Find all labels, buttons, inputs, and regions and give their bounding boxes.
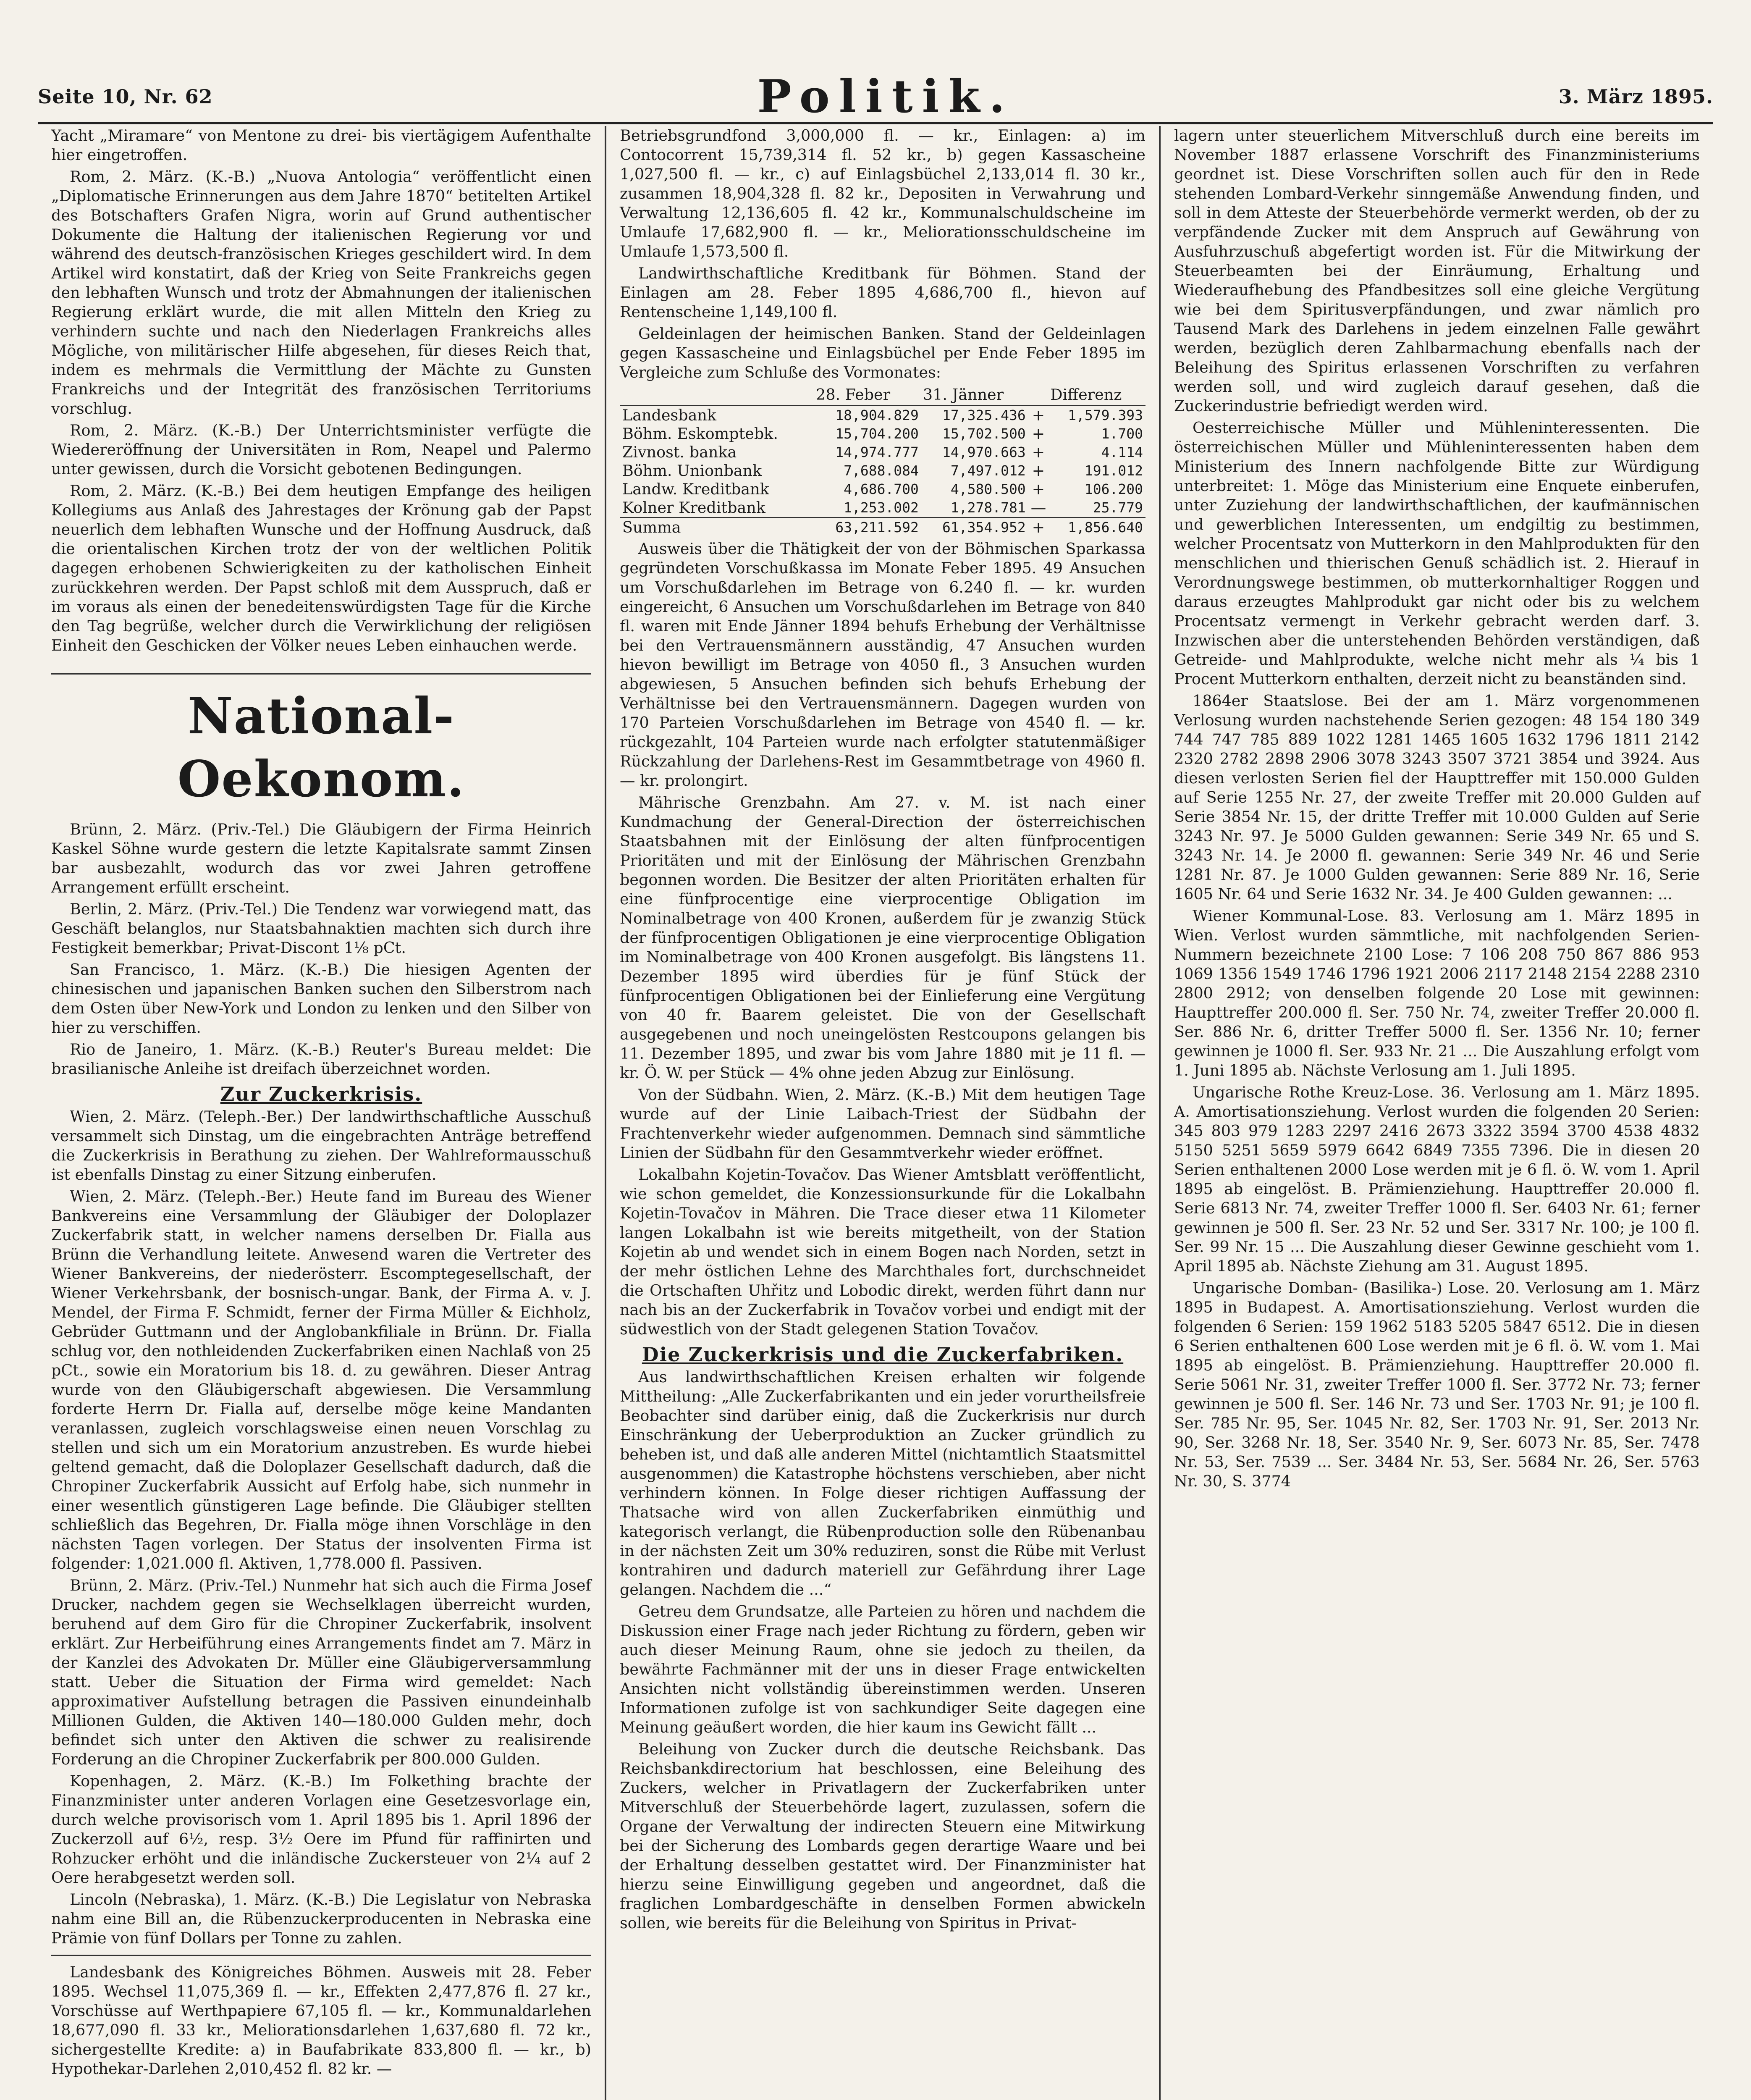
article-san-francisco: San Francisco, 1. März. (K.-B.) Die hiesigen Agenten der chinesischen und japanischen Banken suchen den Silberstrom nach dem Osten über New-York und London zu lenken und den Silber von hier zu verschiffen. <box>51 961 591 1037</box>
article-geldeinlagen: Geldeinlagen der heimischen Banken. Stand der Geldeinlagen gegen Kassascheine und Einlagsbüchel per Ende Feber 1895 im Vergleiche zum Schluße des Vormonates: <box>620 325 1145 381</box>
table-row <box>620 499 1145 518</box>
table-header <box>1028 385 1049 406</box>
value-jan: 14,970.663 <box>942 444 1026 460</box>
bank-deposits-table <box>620 385 1145 537</box>
subhead-zuckerkrisis: Zur Zuckerkrisis. <box>220 1083 422 1105</box>
table-header: 31. Jänner <box>921 385 1028 406</box>
diff-value: 106.200 <box>1084 481 1143 497</box>
diff-sign: + <box>1032 480 1045 498</box>
article-vorschusskassa: Ausweis über die Thätigkeit der von der Böhmischen Sparkassa gegründeten Vorschußkassa im Monate Feber 1895. 49 Ansuchen um Vorschußdarlehen im Betrage von 6.240 fl. — kr. wurden eingereicht, 6 Ansuchen um Vorschußdarlehen im Betrage von 840 fl. waren mit Ende Jänner 1894 behufs Erhebung der Verhältnisse bei den Vertrauensmännern ausständig, 47 Ansuchen wurden hievon bewilligt im Betrage von 4050 fl., 3 Ansuchen wurden abgewiesen, 5 Ansuchen befinden sich behufs Erhebung der Verhältnisse bei den Vertrauensmännern. Dagegen wurden von 170 Parteien Vorschußdarlehen im Betrage von 4540 fl. — kr. rückgezahlt, 104 Parteien wurde nach erfolgter statutenmäßiger Rückzahlung der Darlehens-Rest im Gesammtbetrage von 4960 fl. — kr. prolongirt. <box>620 540 1145 790</box>
value-feb: 4,686.700 <box>844 481 919 497</box>
article-reichsbank-cont: lagern unter steuerlichem Mitverschluß durch eine bereits im November 1887 erlassene Vorschrift des Finanzministeriums geordnet ist. Diese Vorschriften sollen auch für den in Rede stehenden Lombard-Verkehr sinngemäße Anwendung finden, und soll in dem Atteste der Steuerbehörde vermerkt werden, ob der zu verpfändende Zucker mit dem Anspruch auf Gewährung von Ausfuhrzuschuß abgefertigt worden ist. Für die Mitwirkung der Steuerbeamten bei der Einräumung, Erhaltung und Wiederaufhebung des Pfandbesitzes soll eine gleiche Vergütung wie bei dem Spiritusverpfändungen, und zwar nämlich pro Tausend Mark des Darlehens in jedem einzelnen Falle gewährt werden, bezüglich deren Zahlbarmachung ebenfalls nach der Beleihung des Spiritus erlassenen Vorschriften zu verfahren werden soll, und wird zugleich darauf gesehen, daß die Zuckerindustrie befriedigt werden wird. <box>1174 126 1700 415</box>
diff-sign: + <box>1032 462 1045 480</box>
article-landw-kreditbank: Landwirthschaftliche Kreditbank für Böhmen. Stand der Einlagen am 28. Feber 1895 4,686,700 fl., hievon auf Rentenscheine 1,149,100 fl. <box>620 264 1145 321</box>
article-kommunal-lose: Wiener Kommunal-Lose. 83. Verlosung am 1. März 1895 in Wien. Verlost wurden sämmtliche, mit nachfolgenden Serien-Nummern bezeichnete 2100 Lose: 7 106 208 750 867 886 953 1069 1356 1549 1746 1796 1921 2006 2117 2148 2154 2288 2310 2800 2912; von denselben folgende 20 Lose mit gewinnen: Haupttreffer 200.000 fl. Ser. 750 Nr. 74, zweiter Treffer 20.000 fl. Ser. 886 Nr. 6, dritter Treffer 5000 fl. Ser. 1356 Nr. 10; ferner gewinnen je 1000 fl. Ser. 933 Nr. 21 ... Die Auszahlung erfolgt vom 1. Juni 1895 ab. Nächste Verlosung am 1. Juli 1895. <box>1174 907 1700 1079</box>
value-jan: 4,580.500 <box>950 481 1026 497</box>
article-reichsbank: Beleihung von Zucker durch die deutsche Reichsbank. Das Reichsbankdirectorium hat beschlossen, eine Beleihung des Zuckers, welcher in Privatlagern der Zuckerfabriken unter Mitverschluß der Steuerbehörde lagert, zuzulassen, sofern die Organe der Verwaltung der indirecten Steuern eine Mitwirkung bei der Sicherung des Lombards gegen derartige Waare und bei der Erhaltung desselben gestattet wird. Der Finanzminister hat hierzu seine Einwilligung gegeben und angeordnet, daß die fraglichen Lombardgeschäfte in denselben Formen abwickeln sollen, wie bereits für die Beleihung von Spiritus in Privat- <box>620 1740 1145 1932</box>
article-zuckerkrisis-mittheilung: Aus landwirthschaftlichen Kreisen erhalten wir folgende Mittheilung: „Alle Zuckerfabrikanten und ein jeder vorurtheilsfreie Beobachter sind darüber einig, daß die Zuckerkrisis nur durch Einschränkung der Ueberproduktion an Zucker gründlich zu beheben ist, und daß alle anderen Mittel (nichtamtlich Staatsmittel ausgenommen) die Katastrophe höchstens verschieben, aber nicht verhindern können. In Folge dieser richtigen Auffassung der Thatsache wird von allen Zuckerfabriken einmüthig und kategorisch verlangt, die Rübenproduction solle den Rübenanbau in der nächsten Zeit um 30% reduziren, sonst die Rübe mit Verlust kontrahiren und dadurch materiell zur Gefährdung ihrer Lage gelangen. Nachdem die ...“ <box>620 1368 1145 1599</box>
table-row <box>620 406 1145 425</box>
issue-date: 3. März 1895. <box>1558 85 1713 108</box>
sum-diff: 1,856.640 <box>1049 518 1145 537</box>
bank-name: Böhm. Unionbank <box>622 462 762 480</box>
article-rio: Rio de Janeiro, 1. März. (K.-B.) Reuter's Bureau meldet: Die brasilianische Anleihe ist dreifach überzeichnet worden. <box>51 1040 591 1078</box>
article-mueller: Oesterreichische Müller und Mühleninteressenten. Die österreichischen Müller und Mühleninteressenten haben dem Ministerium des Innern nachfolgende Bitte zur Würdigung unterbreitet: 1. Möge das Ministerium eine Enquete einberufen, unter Zuziehung der landwirthschaftlichen, der kaufmännischen und gewerblichen Interessenten, um endgiltig zu bestimmen, welcher Procentsatz von Mutterkorn in den Mahlprodukten für den menschlichen und thierischen Genuß schädlich ist. 2. Hierauf in Verordnungswege bestimmen, ob mutterkornhaltiger Roggen und daraus erzeugtes Mahlprodukt gar nicht oder bis zu welchem Procentsatz vermengt in Verkehr gebracht werden darf. 3. Inzwischen aber die unterstehenden Behörden verständigen, daß Getreide- und Mahlprodukte, welche nicht mehr als ¼ bis 1 Procent Mutterkorn enthalten, derzeit nicht zu beanständen sind. <box>1174 419 1700 688</box>
article-staatslose: 1864er Staatslose. Bei der am 1. März vorgenommenen Verlosung wurden nachstehende Serien gezogen: 48 154 180 349 744 747 785 889 1022 1281 1465 1605 1632 1796 1811 2142 2320 2782 2898 2906 3078 3243 3507 3721 3854 und 3924. Aus diesen verlosten Serien fiel der Haupttreffer mit 150.000 Gulden auf Serie 1255 Nr. 27, der zweite Treffer mit 20.000 Gulden auf Serie 3854 Nr. 15, der dritte Treffer mit 10.000 Gulden auf Serie 3243 Nr. 97. Je 5000 Gulden gewannen: Serie 349 Nr. 65 und S. 3243 Nr. 14. Je 2000 fl. gewannen: Serie 349 Nr. 46 und Serie 1281 Nr. 87. Je 1000 Gulden gewannen: Serie 889 Nr. 16, Serie 1605 Nr. 64 und Serie 1632 Nr. 34. Je 400 Gulden gewannen: ... <box>1174 692 1700 903</box>
bank-name: Kolner Kreditbank <box>622 499 765 517</box>
diff-sign: + <box>1032 425 1045 443</box>
article-rom-papst: Rom, 2. März. (K.-B.) Bei dem heutigen Empfange des heiligen Kollegiums aus Anlaß des Jahrestages der Krönung gab der Papst neuerlich dem lebhaften Wunsche und der Hoffnung Ausdruck, daß die orientalischen Kirchen trotz der von der weltlichen Politik dagegen erhobenen Schwierigkeiten zu der katholischen Einheit zurückkehren werden. Der Papst schloß mit dem Ausspruch, daß er im voraus als einen der benedeitenswürdigsten Tage für die Kirche den Tag begrüße, welcher durch die Verwirklichung der religiösen Einheit den Geschicken der Völker neues Leben einhauchen werde. <box>51 482 591 654</box>
article-bruenn-drucker: Brünn, 2. März. (Priv.-Tel.) Nunmehr hat sich auch die Firma Josef Drucker, nachdem gegen sie Wechselklagen überreicht wurden, beruhend auf dem Giro für die Chropiner Zuckerfabrik, insolvent erklärt. Zur Herbeiführung eines Arrangements findet am 7. März in der Kanzlei des Advokaten Dr. Müller eine Gläubigerversammlung statt. Ueber die Situation der Firma wird gemeldet: Nach approximativer Aufstellung betragen die Passiven einundeinhalb Millionen Gulden, die Aktiven 140—180.000 Gulden mehr, doch befindet sich unter den Aktiven die schwer zu realisirende Forderung an die Chropiner Zuckerfabrik per 800.000 Gulden. <box>51 1576 591 1768</box>
value-feb: 18,904.829 <box>835 407 919 423</box>
table-row <box>620 425 1145 443</box>
table-row <box>620 443 1145 462</box>
article-rom-universities: Rom, 2. März. (K.-B.) Der Unterrichtsminister verfügte die Wiedereröffnung der Universitäten in Rom, Neapel und Palermo unter gewissen, durch die Vorsicht gebotenen Bedingungen. <box>51 421 591 478</box>
value-jan: 17,325.436 <box>942 407 1026 423</box>
value-jan: 1,278.781 <box>950 499 1026 516</box>
diff-sign: — <box>1030 499 1046 517</box>
value-feb: 15,704.200 <box>835 425 919 442</box>
bank-name: Böhm. Eskomptebk. <box>622 425 778 443</box>
article-zuckerkrisis-comment: Getreu dem Grundsatze, alle Parteien zu hören und nachdem die Diskussion einer Frage nach jeder Richtung zu fördern, geben wir auch dieser Meinung Raum, ohne sie jedoch zu theilen, da bewährte Fachmänner mit der uns in dieser Frage entwickelten Ansichten nicht vollständig übereinstimmen werden. Unseren Informationen zufolge ist von sachkundiger Seite dagegen eine Meinung geäußert worden, die hier kaum ins Gewicht fällt ... <box>620 1602 1145 1736</box>
article-landesbank-cont: Betriebsgrundfond 3,000,000 fl. — kr., Einlagen: a) im Contocorrent 15,739,314 fl. 52 kr., b) gegen Kassascheine 1,027,500 fl. — kr., c) auf Einlagsbüchel 2,133,014 fl. 30 kr., zusammen 18,904,328 fl. 82 kr., Depositen in Verwahrung und Verwaltung 12,136,605 fl. 42 kr., Kommunalschuldscheine im Umlaufe 17,682,900 fl. — kr., Meliorationsschuldscheine im Umlaufe 1,573,500 fl. <box>620 126 1145 260</box>
article-berlin: Berlin, 2. März. (Priv.-Tel.) Die Tendenz war vorwiegend matt, das Geschäft belanglos, nur Staatsbahnaktien machten sich durch ihre Festigkeit bemerkbar; Privat-Discont 1⅛ pCt. <box>51 900 591 957</box>
value-jan: 7,497.012 <box>950 462 1026 479</box>
article-domban-lose: Ungarische Domban- (Basilika-) Lose. 20. Verlosung am 1. März 1895 in Budapest. A. Amortisationsziehung. Verlost wurden die folgenden 6 Serien: 159 1962 5183 5205 5847 6512. Die in diesen 6 Serien enthaltenen 600 Lose werden mit je 6 fl. ö. W. vom 1. Mai 1895 ab eingelöst. B. Prämienziehung. Haupttreffer 20.000 fl. Serie 5061 Nr. 31, zweiter Treffer 1000 fl. Ser. 3772 Nr. 73; ferner gewinnen je 500 fl. Ser. 146 Nr. 73 und Ser. 1703 Nr. 91; je 100 fl. Ser. 785 Nr. 95, Ser. 1045 Nr. 82, Ser. 1703 Nr. 91, Ser. 2013 Nr. 90, Ser. 3268 Nr. 18, Ser. 3540 Nr. 9, Ser. 6073 Nr. 85, Ser. 7478 Nr. 53, Ser. 7539 ... Ser. 3484 Nr. 53, Ser. 5684 Nr. 26, Ser. 5763 Nr. 30, S. 3774 <box>1174 1279 1700 1490</box>
article-lincoln: Lincoln (Nebraska), 1. März. (K.-B.) Die Legislatur von Nebraska nahm eine Bill an, die Rübenzuckerproducenten in Nebraska eine Prämie von fünf Dollars per Tonne zu zahlen. <box>51 1890 591 1947</box>
column-3 <box>1159 126 1713 2100</box>
section-title-national-oekonom: National-Oekonom. <box>51 673 591 811</box>
diff-value: 1.700 <box>1101 425 1143 442</box>
subhead-zuckerfabriken: Die Zuckerkrisis und die Zuckerfabriken. <box>642 1343 1124 1366</box>
article-rothe-kreuz-lose: Ungarische Rothe Kreuz-Lose. 36. Verlosung am 1. März 1895. A. Amortisationsziehung. Verlost wurden die folgenden 20 Serien: 345 803 979 1283 2297 2416 2673 3322 3594 3700 4538 4832 5150 5251 5659 5979 6642 6849 7355 7396. Die in diesen 20 Serien enthaltenen 2000 Lose werden mit je 6 fl. ö. W. vom 1. April 1895 ab eingelöst. B. Prämienziehung. Haupttreffer 20.000 fl. Serie 6813 Nr. 74, zweiter Treffer 1000 fl. Ser. 6403 Nr. 61; ferner gewinnen je 500 fl. Ser. 23 Nr. 52 und Ser. 3317 Nr. 100; je 100 fl. Ser. 99 Nr. 15 ... Die Auszahlung dieser Gewinne geschieht vom 1. April 1895 ab. Nächste Ziehung am 31. August 1895. <box>1174 1083 1700 1275</box>
table-row <box>620 480 1145 499</box>
page-header <box>38 71 1713 124</box>
table-sum-row <box>620 518 1145 537</box>
bank-name: Zivnost. banka <box>622 443 737 461</box>
article-bruenn-kaskel: Brünn, 2. März. (Priv.-Tel.) Die Gläubigern der Firma Heinrich Kaskel Söhne wurde gestern die letzte Kapitalsrate sammt Zinsen bar ausbezahlt, wodurch das vor zwei Jahren getroffene Arrangement erfüllt erscheint. <box>51 820 591 896</box>
divider <box>51 1955 591 1956</box>
sum-feb: 63,211.592 <box>814 518 921 537</box>
columns <box>38 126 1713 2100</box>
article-suedbahn: Von der Südbahn. Wien, 2. März. (K.-B.) Mit dem heutigen Tage wurde auf der Linie Laibach-Triest der Südbahn der Frachtenverkehr wieder aufgenommen. Demnach sind sämmtliche Linien der Südbahn für den Gesammtverkehr wieder eröffnet. <box>620 1086 1145 1162</box>
sum-sign: + <box>1028 518 1049 537</box>
column-1 <box>38 126 605 2100</box>
article-rom-nigra: Rom, 2. März. (K.-B.) „Nuova Antologia“ veröffentlicht einen „Diplomatische Erinnerungen aus dem Jahre 1870“ betitelten Artikel des Botschafters Grafen Nigra, worin auf Grund authentischer Dokumente die Haltung der italienischen Regierung vor und während des deutsch-französischen Krieges geschildert wird. In dem Artikel wird konstatirt, daß der Krieg von Seite Frankreichs gegen den lebhaften Wunsch und trotz der Abmahnungen der italienischen Regierung erklärt wurde, die mit allen Mitteln den Krieg zu verhindern suchte und nach den Niederlagen Frankreichs alles Mögliche, von militärischer Hilfe abgesehen, für dieses Reich that, indem es mehrmals die Vermittlung der Mächte zu Gunsten Frankreichs und der Integrität des französischen Territoriums vorschlug. <box>51 168 591 417</box>
article-wien-doloplaz: Wien, 2. März. (Teleph.-Ber.) Heute fand im Bureau des Wiener Bankvereins eine Versammlung der Gläubiger der Doloplazer Zuckerfabrik statt, in welcher namens derselben Dr. Fialla aus Brünn die Verhandlung leitete. Anwesend waren die Vertreter des Wiener Bankvereins, der niederösterr. Escomptegesellschaft, der Wiener Verkehrsbank, der bosnisch-ungar. Bank, der Firma A. v. J. Mendel, der Firma F. Schmidt, ferner der Firma Müller & Eichholz, Gebrüder Guttmann und der Anglobankfiliale in Brünn. Dr. Fialla schlug vor, den nothleidenden Zuckerfabriken einen Nachlaß von 25 pCt., sowie ein Moratorium bis 18. d. zu gewähren. Dieser Antrag wurde von den Gläubigerschaft abgewiesen. Die Versammlung forderte Herrn Dr. Fialla auf, derselbe möge keine Mandanten veranlassen, zugleich vorschlagsweise einen neuen Vorschlag zu stellen und sich um ein Moratorium anzustreben. Es wurde hiebei geltend gemacht, daß die Doloplazer Gesellschaft dadurch, daß die Chropiner Zuckerfabrik Aussicht auf Erfolg habe, sich nunmehr in einer wesentlich günstigeren Lage befinde. Die Gläubiger stellten schließlich das Begehren, Dr. Fialla möge ihnen Vorschläge in den nächsten Tagen vorlegen. Der Status der insolventen Firma ist folgender: 1,021.000 fl. Aktiven, 1,778.000 fl. Passiven. <box>51 1187 591 1572</box>
column-2 <box>605 126 1159 2100</box>
article-kopenhagen: Kopenhagen, 2. März. (K.-B.) Im Folkething brachte der Finanzminister unter anderen Vorlagen eine Gesetzesvorlage ein, durch welche provisorisch vom 1. April 1895 bis 1. April 1896 der Zuckerzoll auf 6½, resp. 3½ Oere im Pfund für raffinirten und Rohzucker erhöht und die inländische Zuckersteuer von 2¼ auf 2 Oere herabgesetzt werden soll. <box>51 1772 591 1887</box>
page-number: Seite 10, Nr. 62 <box>38 85 213 108</box>
table-header: 28. Feber <box>814 385 921 406</box>
diff-value: 1,579.393 <box>1068 407 1143 423</box>
bank-name: Landw. Kreditbank <box>622 480 769 498</box>
diff-sign: + <box>1032 443 1045 461</box>
value-feb: 14,974.777 <box>835 444 919 460</box>
article-miramare: Yacht „Miramare“ von Mentone zu drei- bis viertägigem Aufenthalte hier eingetroffen. <box>51 126 591 164</box>
diff-value: 25.779 <box>1093 499 1143 516</box>
table-header <box>620 385 814 406</box>
value-feb: 7,688.084 <box>844 462 919 479</box>
table-header: Differenz <box>1049 385 1145 406</box>
diff-sign: + <box>1032 406 1045 424</box>
article-landesbank: Landesbank des Königreiches Böhmen. Ausweis mit 28. Feber 1895. Wechsel 11,075,369 fl. — kr., Effekten 2,477,876 fl. 27 kr., Vorschüsse auf Werthpapiere 67,105 fl. — kr., Kommunaldarlehen 18,677,090 fl. 33 kr., Meliorationsdarlehen 1,637,680 fl. 72 kr., sichergestellte Kredite: a) in Baufabrikate 833,800 fl. — kr., b) Hypothekar-Darlehen 2,010,452 fl. 82 kr. — <box>51 1963 591 2078</box>
diff-value: 191.012 <box>1084 462 1143 479</box>
table-row <box>620 462 1145 480</box>
sum-jan: 61,354.952 <box>921 518 1028 537</box>
section-masthead: Politik. <box>757 70 1014 123</box>
sum-label: Summa <box>620 518 814 537</box>
diff-value: 4.114 <box>1101 444 1143 460</box>
bank-name: Landesbank <box>622 406 716 424</box>
value-jan: 15,702.500 <box>942 425 1026 442</box>
table-header-row <box>620 385 1145 406</box>
article-maehrische-grenzbahn: Mährische Grenzbahn. Am 27. v. M. ist nach einer Kundmachung der General-Direction der österreichischen Staatsbahnen mit der Einlösung der alten fünfprocentigen Prioritäten und mit der Einlösung der Mährischen Grenzbahn begonnen worden. Die Besitzer der alten Prioritäten erhalten für eine fünfprocentige eine vierprocentige Obligation im Nominalbetrage von 400 Kronen, außerdem für je zwanzig Stück der fünfprocentigen Obligationen je eine vierprocentige Obligation im Nominalbetrage von 400 Kronen ausgefolgt. Bis längstens 11. Dezember 1895 wird überdies für je fünf Stück der fünfprocentigen Obligationen bei der Einlieferung eine Vergütung von 40 fr. Baarem geleistet. Die von der Gesellschaft ausgegebenen und noch uneingelösten Restcoupons gelangen bis 11. Dezember 1895, und zwar bis vom Jahre 1880 mit je 11 fl. — kr. Ö. W. per Stück — 4% ohne jeden Abzug zur Einlösung. <box>620 793 1145 1082</box>
value-feb: 1,253.002 <box>844 499 919 516</box>
article-wien-ausschuss: Wien, 2. März. (Teleph.-Ber.) Der landwirthschaftliche Ausschuß versammelt sich Dinstag, um die eingebrachten Anträge betreffend die Zuckerkrisis in Berathung zu ziehen. Der Wahlreformausschuß ist ebenfalls Dinstag zu einer Sitzung einberufen. <box>51 1108 591 1184</box>
article-lokalbahn: Lokalbahn Kojetin-Tovačov. Das Wiener Amtsblatt veröffentlicht, wie schon gemeldet, die Konzessionsurkunde für die Lokalbahn Kojetin-Tovačov in Mähren. Die Trace dieser etwa 11 Kilometer langen Lokalbahn ist wie bereits mitgetheilt, von der Station Kojetin ab und wendet sich in einem Bogen nach Norden, setzt in der mehr östlichen Lehne des Marchthales fort, durchschneidet die Ortschaften Uhřitz und Lobodic direkt, werden führt dann nur nach bis an der Zuckerfabrik in Tovačov vorbei und endigt mit der südwestlich von der Stadt gelegenen Station Tovačov. <box>620 1166 1145 1338</box>
